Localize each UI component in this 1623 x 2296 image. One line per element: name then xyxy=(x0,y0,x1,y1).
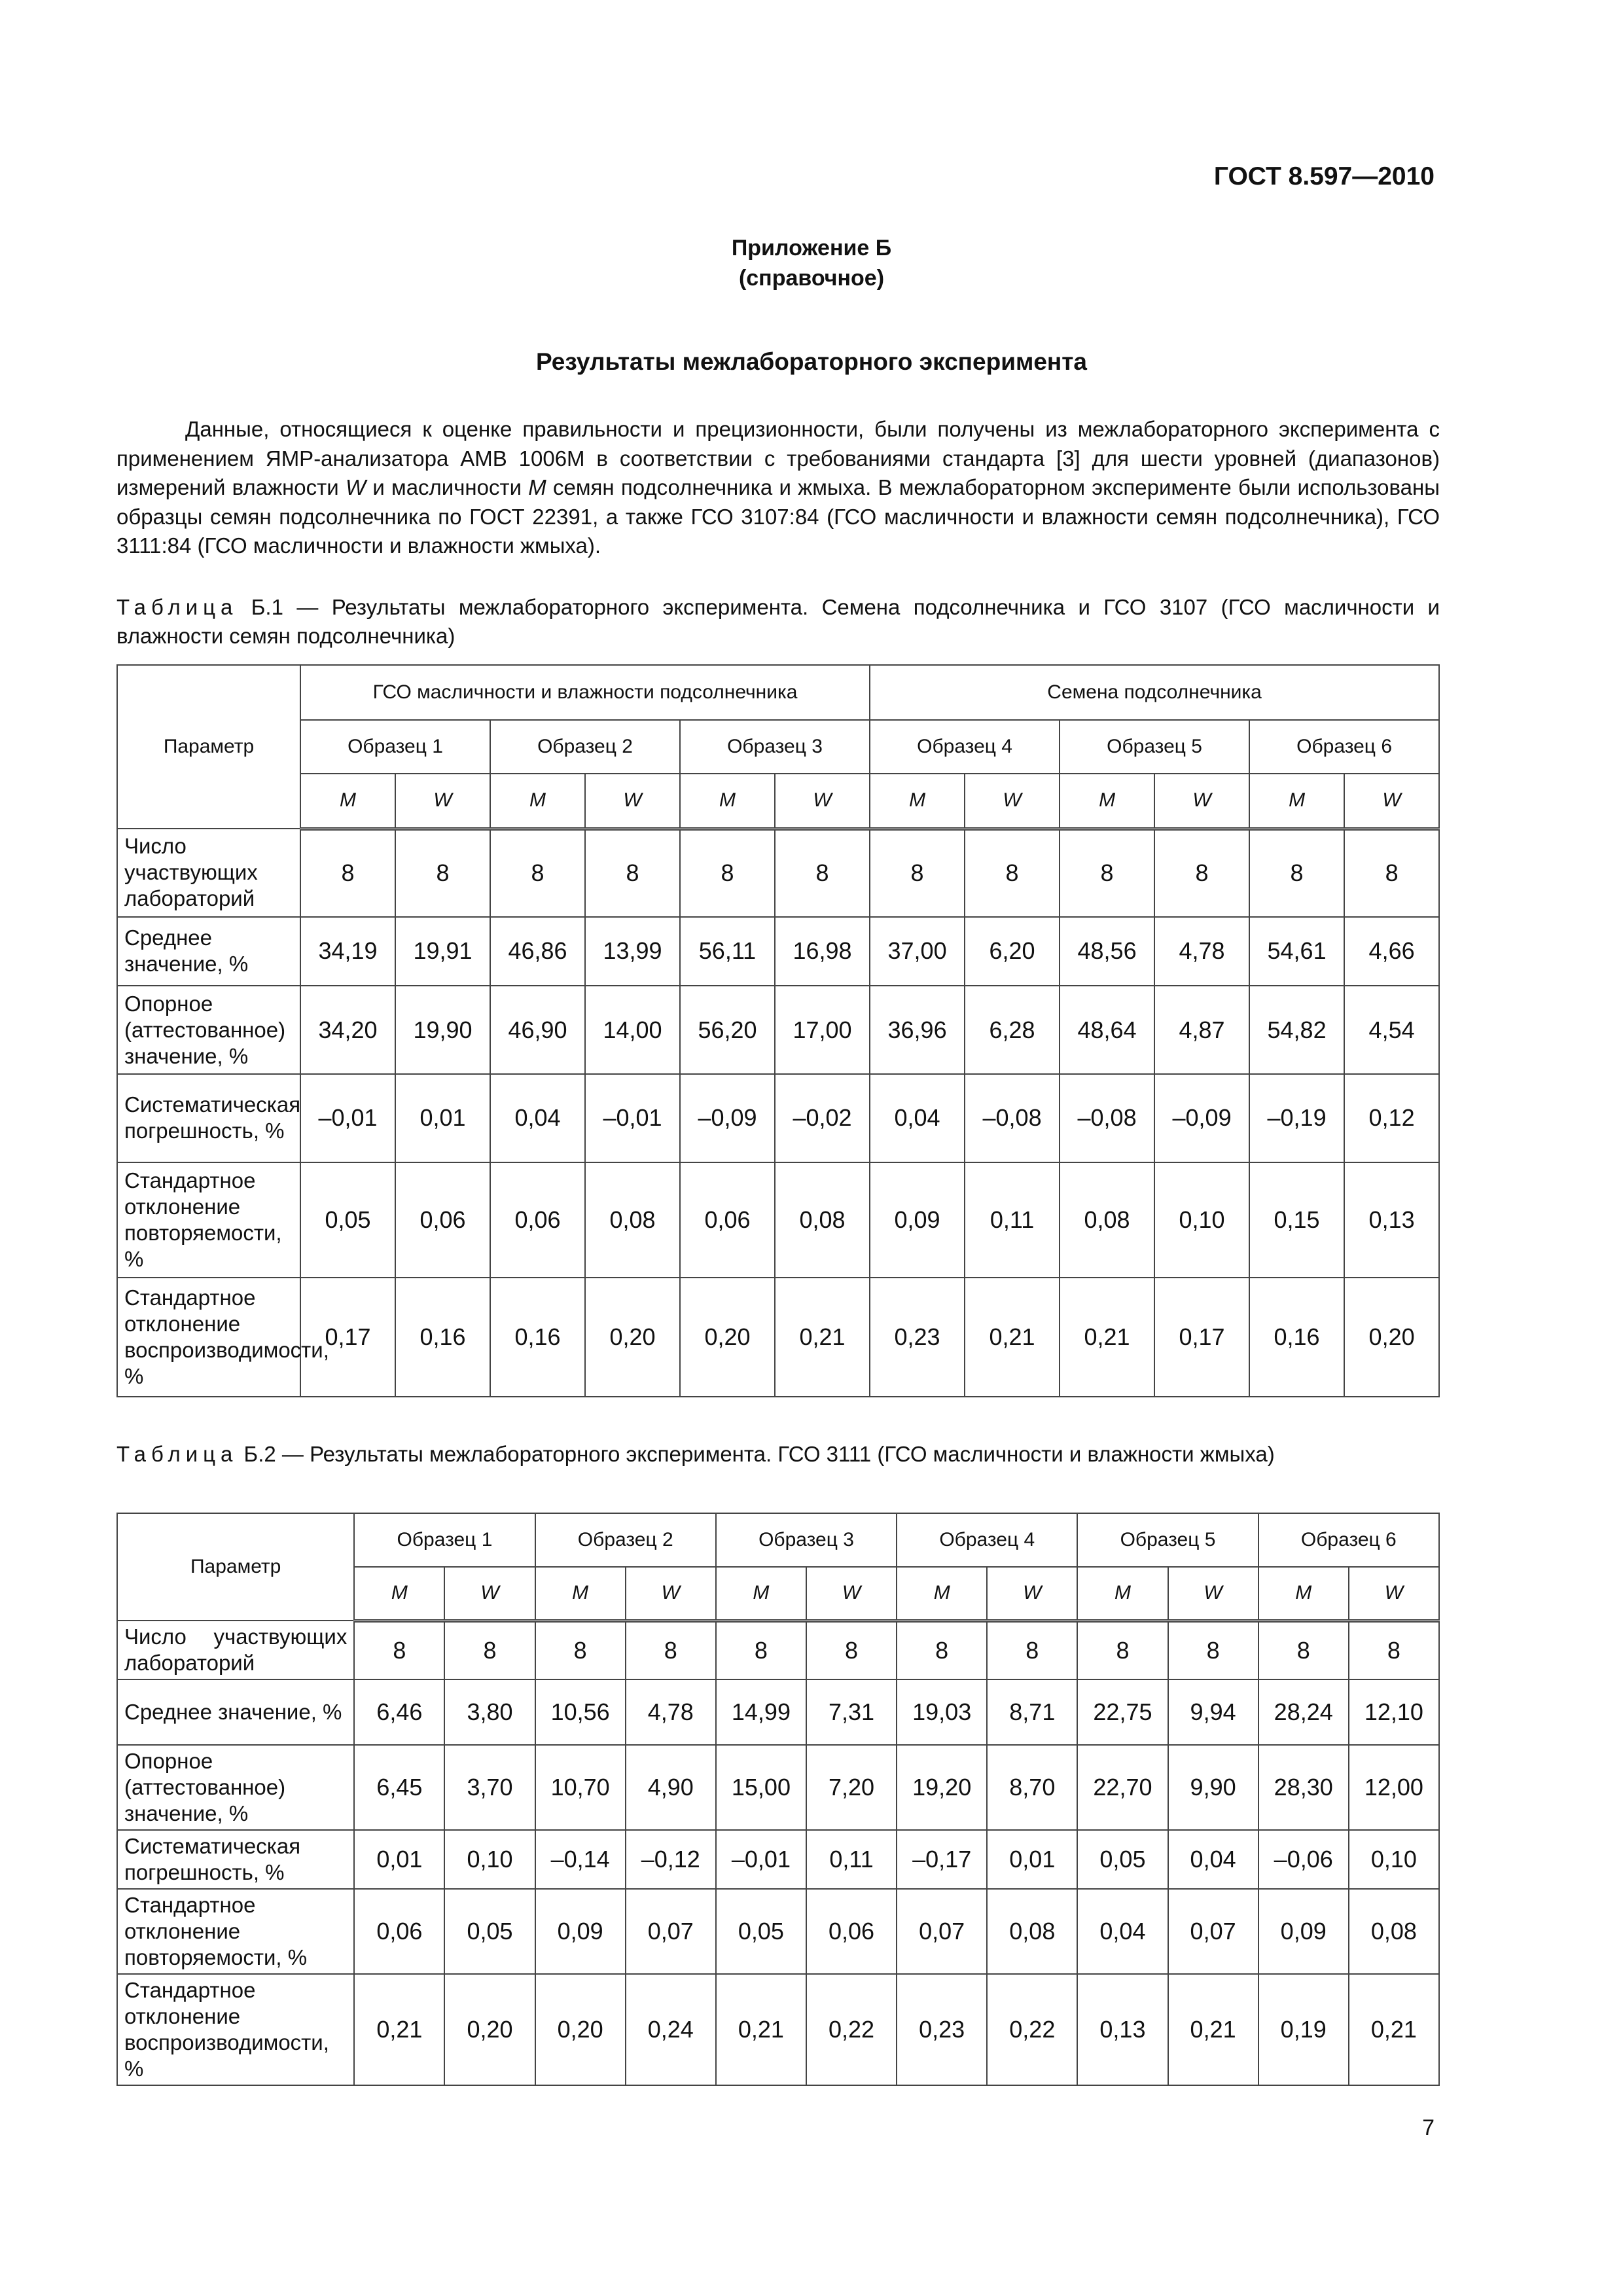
table2-cell: 0,20 xyxy=(535,1974,626,2085)
intro-symbol-w: W xyxy=(345,475,366,499)
table2-cell: 0,21 xyxy=(716,1974,806,2085)
table2-w-header: W xyxy=(626,1567,716,1621)
table1-cell: 8 xyxy=(965,829,1060,917)
table2-cell: 8 xyxy=(535,1621,626,1679)
table1-cell: 14,00 xyxy=(585,986,680,1074)
table2-cell: 7,20 xyxy=(806,1745,897,1830)
table1-cell: 0,23 xyxy=(870,1278,965,1397)
table1-cell: 0,05 xyxy=(300,1162,395,1278)
table1-cell: 8 xyxy=(870,829,965,917)
intro-symbol-m: M xyxy=(528,475,546,499)
table2-row-label: Среднее значение, % xyxy=(117,1679,354,1745)
table2-row xyxy=(117,1745,1439,1830)
table1-cell: 0,09 xyxy=(870,1162,965,1278)
table1-cell: 0,13 xyxy=(1344,1162,1439,1278)
table2-sample-header: Образец 5 xyxy=(1077,1513,1258,1567)
table1-cell: 34,20 xyxy=(300,986,395,1074)
table1-cell: 4,66 xyxy=(1344,917,1439,986)
table1-cell: 0,08 xyxy=(585,1162,680,1278)
table1-w-header: W xyxy=(395,774,490,829)
table2-cell: 0,04 xyxy=(1168,1830,1258,1889)
table1-sample-header: Образец 2 xyxy=(490,720,680,774)
table1-cell: –0,09 xyxy=(1154,1074,1249,1162)
table2-cell: 0,01 xyxy=(354,1830,444,1889)
table2-cell: 0,22 xyxy=(987,1974,1077,2085)
table1-cell: 6,20 xyxy=(965,917,1060,986)
annex-title: Приложение Б xyxy=(731,236,892,260)
table2-caption-label: Таблица xyxy=(116,1442,238,1466)
table1-cell: 0,16 xyxy=(395,1278,490,1397)
table1-cell: 0,20 xyxy=(1344,1278,1439,1397)
table1-cell: 36,96 xyxy=(870,986,965,1074)
table2-cell: 0,05 xyxy=(1077,1830,1168,1889)
table2-cell: 10,56 xyxy=(535,1679,626,1745)
table1-cell: –0,01 xyxy=(300,1074,395,1162)
table2-cell: 0,09 xyxy=(535,1889,626,1974)
table2-cell: 8 xyxy=(444,1621,535,1679)
table2-cell: 0,05 xyxy=(444,1889,535,1974)
table2-cell: 0,06 xyxy=(354,1889,444,1974)
table1-cell: 0,20 xyxy=(680,1278,775,1397)
table1-cell: 0,11 xyxy=(965,1162,1060,1278)
table2-cell: 0,21 xyxy=(1349,1974,1439,2085)
table2-cell: 0,10 xyxy=(444,1830,535,1889)
table1-header-row-groups xyxy=(117,665,1439,720)
table1-sample-header: Образец 1 xyxy=(300,720,490,774)
table1-row-label: Число участвующих лабораторий xyxy=(117,829,300,917)
table2-header-row-samples xyxy=(117,1513,1439,1567)
table1-cell: 0,17 xyxy=(1154,1278,1249,1397)
table2-body xyxy=(117,1621,1439,2085)
table2-cell: 10,70 xyxy=(535,1745,626,1830)
table2-cell: 15,00 xyxy=(716,1745,806,1830)
table2-cell: 8 xyxy=(1168,1621,1258,1679)
table2-w-header: W xyxy=(1168,1567,1258,1621)
table2-cell: 8 xyxy=(897,1621,987,1679)
table2-sample-header: Образец 3 xyxy=(716,1513,897,1567)
table1-cell: 0,06 xyxy=(395,1162,490,1278)
table2-cell: –0,06 xyxy=(1258,1830,1349,1889)
table1-cell: 0,15 xyxy=(1249,1162,1344,1278)
table2-cell: 3,70 xyxy=(444,1745,535,1830)
table1-row xyxy=(117,917,1439,986)
table1-w-header: W xyxy=(1344,774,1439,829)
table1-cell: 8 xyxy=(1344,829,1439,917)
table2-w-header: W xyxy=(1349,1567,1439,1621)
page-number: 7 xyxy=(1422,2115,1435,2140)
table2-cell: 0,11 xyxy=(806,1830,897,1889)
table1-row xyxy=(117,1162,1439,1278)
table2-cell: 7,31 xyxy=(806,1679,897,1745)
table2-cell: 8 xyxy=(626,1621,716,1679)
table1-cell: 48,64 xyxy=(1060,986,1154,1074)
intro-text-2: и масличности xyxy=(366,475,529,499)
table2-cell: 19,20 xyxy=(897,1745,987,1830)
table2-m-header: M xyxy=(897,1567,987,1621)
table1-cell: 0,17 xyxy=(300,1278,395,1397)
table2-row xyxy=(117,1679,1439,1745)
table2-cell: 0,23 xyxy=(897,1974,987,2085)
table1-cell: 37,00 xyxy=(870,917,965,986)
table1-cell: –0,08 xyxy=(1060,1074,1154,1162)
table2-cell: 9,90 xyxy=(1168,1745,1258,1830)
table1-cell: 0,21 xyxy=(775,1278,870,1397)
table1-cell: –0,02 xyxy=(775,1074,870,1162)
table1-m-header: M xyxy=(1060,774,1154,829)
table1-cell: 0,16 xyxy=(1249,1278,1344,1397)
table2-cell: 4,90 xyxy=(626,1745,716,1830)
table2-caption xyxy=(116,1440,1440,1469)
table1-cell: 19,91 xyxy=(395,917,490,986)
table1-cell: 54,82 xyxy=(1249,986,1344,1074)
table2-caption-text: Б.2 — Результаты межлабораторного эксперимента. ГСО 3111 (ГСО масличности и влажности жмыха) xyxy=(238,1442,1275,1466)
table1-cell: 0,04 xyxy=(490,1074,585,1162)
table2-cell: 0,19 xyxy=(1258,1974,1349,2085)
table1-cell: 0,21 xyxy=(1060,1278,1154,1397)
intro-paragraph xyxy=(116,415,1440,561)
table1-cell: 0,06 xyxy=(490,1162,585,1278)
table2-cell: 0,21 xyxy=(354,1974,444,2085)
table1-m-header: M xyxy=(300,774,395,829)
table2 xyxy=(116,1513,1440,2086)
table1-cell: 48,56 xyxy=(1060,917,1154,986)
table1-cell: 13,99 xyxy=(585,917,680,986)
table1-cell: 8 xyxy=(680,829,775,917)
table1-row-label: Систематическая погрешность, % xyxy=(117,1074,300,1162)
intro-text-1: Данные, относящиеся к оценке правильности и прецизионности, были получены из межлабораторного эксперимента с применением ЯМР-анализатора АМВ 1006М в соответствии с требованиями стандарта [3] для шести уровней (диапазонов) измерений влажности xyxy=(116,417,1440,499)
table1-m-header: M xyxy=(680,774,775,829)
table1-cell: 0,12 xyxy=(1344,1074,1439,1162)
table1-sample-header: Образец 4 xyxy=(870,720,1060,774)
table2-cell: 0,07 xyxy=(626,1889,716,1974)
table2-cell: 6,46 xyxy=(354,1679,444,1745)
table1-row-label: Среднее значение, % xyxy=(117,917,300,986)
table2-cell: 0,22 xyxy=(806,1974,897,2085)
table2-cell: 0,05 xyxy=(716,1889,806,1974)
table2-w-header: W xyxy=(444,1567,535,1621)
table2-cell: 8,70 xyxy=(987,1745,1077,1830)
table1-cell: 8 xyxy=(1060,829,1154,917)
table1-cell: 34,19 xyxy=(300,917,395,986)
table1-sample-header: Образец 6 xyxy=(1249,720,1439,774)
table1 xyxy=(116,664,1440,1397)
table2-cell: –0,12 xyxy=(626,1830,716,1889)
table2-cell: 0,07 xyxy=(1168,1889,1258,1974)
table2-row-label: Систематическая погрешность, % xyxy=(117,1830,354,1889)
table1-cell: 46,90 xyxy=(490,986,585,1074)
table1-cell: 56,11 xyxy=(680,917,775,986)
table1-cell: 8 xyxy=(1154,829,1249,917)
table1-m-header: M xyxy=(870,774,965,829)
table2-cell: 19,03 xyxy=(897,1679,987,1745)
table1-cell: 0,16 xyxy=(490,1278,585,1397)
table1-cell: –0,01 xyxy=(585,1074,680,1162)
table1-cell: –0,19 xyxy=(1249,1074,1344,1162)
table1-w-header: W xyxy=(585,774,680,829)
table1-cell: 56,20 xyxy=(680,986,775,1074)
table2-row xyxy=(117,1830,1439,1889)
table1-cell: –0,09 xyxy=(680,1074,775,1162)
table2-m-header: M xyxy=(1077,1567,1168,1621)
table2-sample-header: Образец 1 xyxy=(354,1513,535,1567)
table2-cell: 0,20 xyxy=(444,1974,535,2085)
table1-w-header: W xyxy=(965,774,1060,829)
table1-cell: 4,54 xyxy=(1344,986,1439,1074)
table2-cell: 8,71 xyxy=(987,1679,1077,1745)
table1-param-header: Параметр xyxy=(117,665,300,829)
table1-w-header: W xyxy=(775,774,870,829)
table1-cell: 16,98 xyxy=(775,917,870,986)
table2-cell: 0,09 xyxy=(1258,1889,1349,1974)
table2-cell: 12,00 xyxy=(1349,1745,1439,1830)
table1-row xyxy=(117,1074,1439,1162)
table2-cell: 8 xyxy=(354,1621,444,1679)
table2-cell: 0,21 xyxy=(1168,1974,1258,2085)
table1-caption-text: Б.1 — Результаты межлабораторного эксперимента. Семена подсолнечника и ГСО 3107 (ГСО масличности и влажности семян подсолнечника) xyxy=(116,595,1440,648)
table2-cell: 0,07 xyxy=(897,1889,987,1974)
table2-row-label: Стандартное отклонение повторяемости, % xyxy=(117,1889,354,1974)
table1-cell: 8 xyxy=(490,829,585,917)
table1-sample-header: Образец 3 xyxy=(680,720,870,774)
table1-m-header: M xyxy=(490,774,585,829)
table2-cell: 8 xyxy=(1349,1621,1439,1679)
table2-cell: 28,24 xyxy=(1258,1679,1349,1745)
table2-cell: 0,06 xyxy=(806,1889,897,1974)
table2-cell: 0,04 xyxy=(1077,1889,1168,1974)
table2-cell: 8 xyxy=(806,1621,897,1679)
table1-cell: 8 xyxy=(775,829,870,917)
table1-group-header: ГСО масличности и влажности подсолнечника xyxy=(300,665,870,720)
table1-cell: 0,10 xyxy=(1154,1162,1249,1278)
table1-row xyxy=(117,1278,1439,1397)
table2-cell: 8 xyxy=(987,1621,1077,1679)
table2-cell: 6,45 xyxy=(354,1745,444,1830)
table2-w-header: W xyxy=(987,1567,1077,1621)
table1-cell: 0,08 xyxy=(1060,1162,1154,1278)
table2-cell: 4,78 xyxy=(626,1679,716,1745)
table1-header-row-samples xyxy=(117,720,1439,774)
table1-cell: 8 xyxy=(1249,829,1344,917)
table1-row-label: Опорное (аттестованное) значение, % xyxy=(117,986,300,1074)
table2-sample-header: Образец 4 xyxy=(897,1513,1077,1567)
table1-cell: 46,86 xyxy=(490,917,585,986)
table1-cell: 8 xyxy=(585,829,680,917)
table2-row-label: Число участвующих лабораторий xyxy=(117,1621,354,1679)
table2-cell: 0,10 xyxy=(1349,1830,1439,1889)
intro-text-3: семян подсолнечника и жмыха. В межлабораторном эксперименте были использованы образцы семян подсолнечника по ГОСТ 22391, а также ГСО 3107:84 (ГСО масличности и влажности семян подсолнечника), ГСО 3111:84 (ГСО масличности и влажности жмыха). xyxy=(116,475,1440,558)
table1-cell: 8 xyxy=(300,829,395,917)
table1-cell: 0,06 xyxy=(680,1162,775,1278)
table2-m-header: M xyxy=(1258,1567,1349,1621)
table1-cell: 0,20 xyxy=(585,1278,680,1397)
table2-row xyxy=(117,1889,1439,1974)
table2-cell: 9,94 xyxy=(1168,1679,1258,1745)
table2-m-header: M xyxy=(535,1567,626,1621)
table1-group-header: Семена подсолнечника xyxy=(870,665,1439,720)
table2-cell: 0,08 xyxy=(987,1889,1077,1974)
table1-cell: 4,78 xyxy=(1154,917,1249,986)
table1-row-label: Стандартное отклонение воспроизводимости, % xyxy=(117,1278,300,1397)
table1-header-row-mw xyxy=(117,774,1439,829)
table2-cell: 22,70 xyxy=(1077,1745,1168,1830)
table2-cell: 0,01 xyxy=(987,1830,1077,1889)
table2-cell: 3,80 xyxy=(444,1679,535,1745)
table1-cell: 19,90 xyxy=(395,986,490,1074)
table2-cell: 14,99 xyxy=(716,1679,806,1745)
table2-cell: 0,13 xyxy=(1077,1974,1168,2085)
table1-caption-label: Таблица xyxy=(116,595,238,619)
table1-m-header: M xyxy=(1249,774,1344,829)
table2-row xyxy=(117,1621,1439,1679)
table2-cell: –0,17 xyxy=(897,1830,987,1889)
table2-row xyxy=(117,1974,1439,2085)
table2-sample-header: Образец 6 xyxy=(1258,1513,1439,1567)
table2-m-header: M xyxy=(354,1567,444,1621)
table2-cell: 8 xyxy=(1258,1621,1349,1679)
table2-row-label: Опорное (аттестованное) значение, % xyxy=(117,1745,354,1830)
annex-status: (справочное) xyxy=(738,266,885,291)
table2-sample-header: Образец 2 xyxy=(535,1513,716,1567)
table1-cell: 4,87 xyxy=(1154,986,1249,1074)
table2-m-header: M xyxy=(716,1567,806,1621)
table2-cell: 8 xyxy=(716,1621,806,1679)
table1-cell: 17,00 xyxy=(775,986,870,1074)
table1-cell: 0,08 xyxy=(775,1162,870,1278)
standard-number: ГОСТ 8.597—2010 xyxy=(1213,162,1435,190)
table1-body xyxy=(117,829,1439,1397)
table2-param-header: Параметр xyxy=(117,1513,354,1621)
table1-cell: 0,04 xyxy=(870,1074,965,1162)
table2-cell: 8 xyxy=(1077,1621,1168,1679)
table1-row xyxy=(117,986,1439,1074)
table2-cell: –0,14 xyxy=(535,1830,626,1889)
table1-cell: 0,21 xyxy=(965,1278,1060,1397)
annex-heading xyxy=(0,233,1623,293)
table1-sample-header: Образец 5 xyxy=(1060,720,1249,774)
table2-cell: 12,10 xyxy=(1349,1679,1439,1745)
table1-cell: 0,01 xyxy=(395,1074,490,1162)
table2-cell: 0,08 xyxy=(1349,1889,1439,1974)
table1-cell: 8 xyxy=(395,829,490,917)
table2-cell: 0,24 xyxy=(626,1974,716,2085)
table1-caption xyxy=(116,593,1440,651)
table2-cell: 22,75 xyxy=(1077,1679,1168,1745)
table1-row xyxy=(117,829,1439,917)
table1-cell: 6,28 xyxy=(965,986,1060,1074)
table2-cell: –0,01 xyxy=(716,1830,806,1889)
section-title: Результаты межлабораторного эксперимента xyxy=(536,348,1087,375)
table1-row-label: Стандартное отклонение повторяемости, % xyxy=(117,1162,300,1278)
table2-cell: 28,30 xyxy=(1258,1745,1349,1830)
table1-cell: –0,08 xyxy=(965,1074,1060,1162)
table2-row-label: Стандартное отклонение воспроизводимости, % xyxy=(117,1974,354,2085)
table1-w-header: W xyxy=(1154,774,1249,829)
table2-w-header: W xyxy=(806,1567,897,1621)
table1-cell: 54,61 xyxy=(1249,917,1344,986)
